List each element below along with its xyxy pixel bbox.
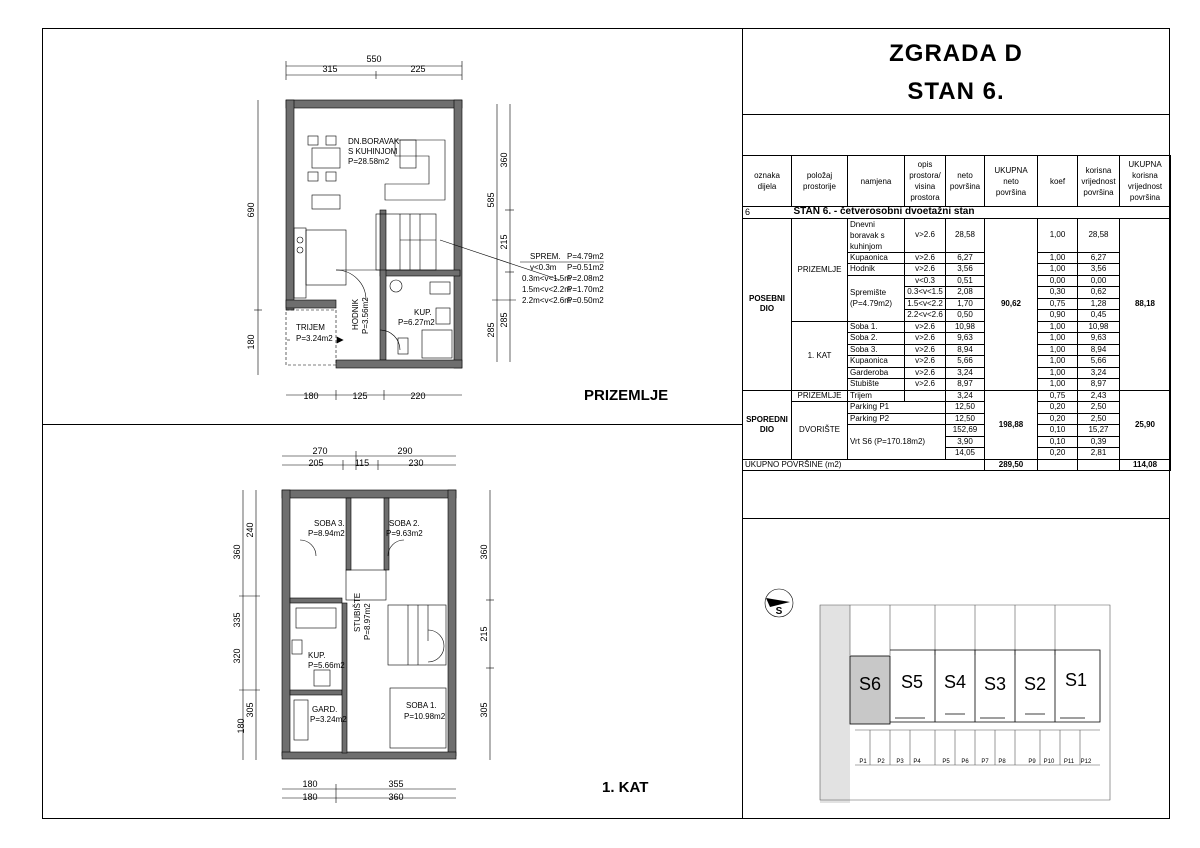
main-total-net: 90,62 [985, 218, 1038, 390]
upper-wardrobe-area: P=3.24m2 [310, 715, 347, 724]
upper-stair-area: P=8.97m2 [363, 603, 372, 640]
storage-h-2: 0.3m<v<1.5m [522, 274, 571, 283]
dim-top-total: 550 [366, 54, 382, 64]
cell-height: v>2.6 [905, 367, 946, 379]
main-part-label: POSEBNI DIO [743, 218, 792, 390]
upper-floor-label: 1. KAT [602, 779, 649, 796]
cell-coef: 1,00 [1038, 252, 1078, 264]
cell-net: 152,69 [946, 425, 985, 437]
room-living-name2: S KUHINJOM [348, 147, 398, 156]
cell-useful: 2,43 [1078, 390, 1120, 402]
cell-net: 3,90 [946, 436, 985, 448]
col-header: neto površina [946, 156, 985, 207]
cell-coef: 1,00 [1038, 321, 1078, 333]
cell-useful: 0,00 [1078, 275, 1120, 287]
grand-total-useful: 114,08 [1120, 459, 1171, 471]
col-header: UKUPNA korisna vrijednost površina [1120, 156, 1171, 207]
unit-label-s3: S3 [983, 674, 1007, 694]
cell-height: 2.2<v<2.6 [905, 310, 946, 322]
parking-label: P6 [961, 759, 969, 765]
col-header: koef [1038, 156, 1078, 207]
side-total-net: 198,88 [985, 390, 1038, 459]
upper-dim-right-3: 305 [479, 702, 489, 718]
unit-label-s6: S6 [858, 674, 882, 694]
cell-height: v>2.6 [905, 379, 946, 391]
cell-useful: 0,39 [1078, 436, 1120, 448]
cell-net: 12,50 [946, 402, 985, 414]
cell-height: 1.5<v<2.2 [905, 298, 946, 310]
unit-description: STAN 6. - četverosobni dvoetažni stan [792, 207, 1171, 219]
north-arrow-icon [765, 589, 793, 617]
cell-coef: 1,00 [1038, 344, 1078, 356]
upper-room-3-area: P=8.94m2 [308, 529, 345, 538]
cell-name: Dnevni boravak s kuhinjom [848, 218, 905, 252]
upper-room-3-name: SOBA 3. [314, 519, 345, 528]
cell-net: 10,98 [946, 321, 985, 333]
cell-height: 0.3<v<1.5 [905, 287, 946, 299]
cell-net: 8,97 [946, 379, 985, 391]
cell-useful: 8,97 [1078, 379, 1120, 391]
upper-dim-bottom-3: 180 [302, 792, 318, 802]
col-header: namjena [848, 156, 905, 207]
upper-dim-left-2: 335 [232, 612, 242, 628]
north-label: S [775, 606, 783, 617]
cell-name: Parking P1 [848, 402, 946, 414]
col-header: oznaka dijela [743, 156, 792, 207]
storage-h-4: 2.2m<v<2.6m [522, 296, 571, 305]
upper-dim-top-5: 230 [408, 458, 424, 468]
upper-dim-bottom-1: 180 [302, 779, 318, 789]
cell-useful: 0,45 [1078, 310, 1120, 322]
cell-net: 8,94 [946, 344, 985, 356]
parking-label: P8 [998, 759, 1006, 765]
storage-p-2: P=2.08m2 [567, 274, 604, 283]
cell-coef: 0,75 [1038, 298, 1078, 310]
cell-coef: 1,00 [1038, 367, 1078, 379]
parking-label: P9 [1028, 759, 1036, 765]
cell-useful: 15,27 [1078, 425, 1120, 437]
parking-label: P11 [1063, 759, 1075, 765]
cell-coef: 0,75 [1038, 390, 1078, 402]
upper-dim-bottom-4: 360 [388, 792, 404, 802]
unit-number: 6 [743, 207, 792, 219]
upper-bath-area: P=5.66m2 [308, 661, 345, 670]
room-bath-area: P=6.27m2 [398, 318, 435, 327]
cell-net: 3,24 [946, 390, 985, 402]
upper-dim-left-5: 180 [236, 718, 246, 734]
parking-label: P12 [1080, 759, 1092, 765]
cell-net: 28,58 [946, 218, 985, 252]
upper-room-1-area: P=10.98m2 [404, 712, 446, 721]
building-title: ZGRADA D [889, 40, 1023, 67]
room-porch-name: TRIJEM [296, 323, 325, 332]
dim-right-outer-1: 585 [486, 192, 496, 208]
upper-dim-top-3: 205 [308, 458, 324, 468]
parking-label: P2 [877, 759, 885, 765]
cell-height: v>2.6 [905, 218, 946, 252]
upper-dim-top-4: 115 [354, 458, 370, 468]
col-header: opis prostora/ visina prostora [905, 156, 946, 207]
cell-coef: 0,30 [1038, 287, 1078, 299]
cell-useful: 9,63 [1078, 333, 1120, 345]
storage-h-3: 1.5m<v<2.2m [522, 285, 571, 294]
s6-plot [820, 605, 850, 803]
ground-label: PRIZEMLJE [792, 218, 848, 321]
cell-net: 12,50 [946, 413, 985, 425]
storage-total: P=4.79m2 [567, 252, 604, 261]
main-total-useful: 88,18 [1120, 218, 1171, 390]
col-header: UKUPNA neto površina [985, 156, 1038, 207]
dim-left-porch: 180 [246, 334, 256, 350]
parking-label: P3 [896, 759, 904, 765]
cell-height: v>2.6 [905, 264, 946, 276]
cell-net: 9,63 [946, 333, 985, 345]
cell-useful: 6,27 [1078, 252, 1120, 264]
storage-h-1: v<0.3m [530, 263, 557, 272]
dim-bottom-2: 125 [352, 391, 368, 401]
upper-dim-left-6: 305 [245, 702, 255, 718]
upper-room-2-name: SOBA 2. [389, 519, 420, 528]
cell-useful: 28,58 [1078, 218, 1120, 252]
cell-height: v>2.6 [905, 356, 946, 368]
cell-coef: 0,10 [1038, 425, 1078, 437]
cell-coef: 0,20 [1038, 448, 1078, 460]
parking-label: P5 [942, 759, 950, 765]
cell-coef: 1,00 [1038, 379, 1078, 391]
cell-name: Kupaonica [848, 356, 905, 368]
upper-room-2-area: P=9.63m2 [386, 529, 423, 538]
cell-coef: 0,00 [1038, 275, 1078, 287]
side-ground-label: PRIZEMLJE [792, 390, 848, 402]
cell-useful: 2,81 [1078, 448, 1120, 460]
upper-dim-top-2: 290 [397, 446, 413, 456]
dim-top-left: 315 [322, 64, 338, 74]
cell-height: v<0.3 [905, 275, 946, 287]
parking-label: P10 [1043, 759, 1055, 765]
unit-title: STAN 6. [907, 78, 1005, 105]
storage-p-4: P=0.50m2 [567, 296, 604, 305]
upper-stair-name: STUBIŠTE [353, 592, 362, 632]
dim-right-inner-2: 215 [499, 234, 509, 250]
cell-net: 6,27 [946, 252, 985, 264]
side-part-label: SPOREDNI DIO [743, 390, 792, 459]
unit-label-s5: S5 [900, 672, 924, 692]
cell-name: Soba 2. [848, 333, 905, 345]
dim-right-outer-2: 285 [486, 322, 496, 338]
cell-useful: 8,94 [1078, 344, 1120, 356]
upper-dim-left-3: 320 [232, 648, 242, 664]
cell-name: Hodnik [848, 264, 905, 276]
parking-label: P4 [913, 759, 921, 765]
yard-label: DVORIŠTE [792, 402, 848, 460]
cell-net: 3,56 [946, 264, 985, 276]
unit-label-s4: S4 [943, 672, 967, 692]
dim-left-main: 690 [246, 202, 256, 218]
upper-bath-name: KUP. [308, 651, 326, 660]
cell-net: 0,50 [946, 310, 985, 322]
cell-coef: 0,20 [1038, 402, 1078, 414]
cell-coef: 1,00 [1038, 333, 1078, 345]
cell-useful: 2,50 [1078, 413, 1120, 425]
cell-name: Soba 3. [848, 344, 905, 356]
col-header: položaj prostorije [792, 156, 848, 207]
cell-coef: 0,20 [1038, 413, 1078, 425]
upper-dim-top-1: 270 [312, 446, 328, 456]
cell-useful: 3,24 [1078, 367, 1120, 379]
unit-label-s1: S1 [1064, 670, 1088, 690]
cell-useful: 3,56 [1078, 264, 1120, 276]
garden-name: Vrt S6 (P=170.18m2) [848, 425, 946, 460]
upper-dim-left-1: 360 [232, 544, 242, 560]
storage-name: Spremište (P=4.79m2) [848, 275, 905, 321]
room-hall-name: HODNIK [351, 298, 360, 330]
cell-height: v>2.6 [905, 321, 946, 333]
cell-name: Trijem [848, 390, 905, 402]
cell-name: Parking P2 [848, 413, 946, 425]
cell-useful: 5,66 [1078, 356, 1120, 368]
cell-height: v>2.6 [905, 252, 946, 264]
col-header: korisna vrijednost površina [1078, 156, 1120, 207]
dim-right-inner-1: 360 [499, 152, 509, 168]
upper-dim-left-4: 240 [245, 522, 255, 538]
cell-net: 3,24 [946, 367, 985, 379]
parking-label: P7 [981, 759, 989, 765]
parking-label: P1 [859, 759, 867, 765]
room-porch-area: P=3.24m2 [296, 334, 333, 343]
cell-coef: 1,00 [1038, 218, 1078, 252]
storage-p-1: P=0.51m2 [567, 263, 604, 272]
upper-dim-bottom-2: 355 [388, 779, 404, 789]
total-label: UKUPNO POVRŠINE (m2) [743, 459, 985, 471]
grand-total-net: 289,50 [985, 459, 1038, 471]
dim-bottom-3: 220 [410, 391, 426, 401]
cell-net: 0,51 [946, 275, 985, 287]
upper-dim-right-1: 360 [479, 544, 489, 560]
cell-coef: 1,00 [1038, 264, 1078, 276]
cell-useful: 1,28 [1078, 298, 1120, 310]
room-living-area: P=28.58m2 [348, 157, 390, 166]
dim-top-right: 225 [410, 64, 426, 74]
unit-label-s2: S2 [1023, 674, 1047, 694]
ground-floor-label: PRIZEMLJE [584, 387, 669, 404]
cell-net: 14,05 [946, 448, 985, 460]
storage-title: SPREM. [530, 252, 561, 261]
cell-useful: 10,98 [1078, 321, 1120, 333]
storage-p-3: P=1.70m2 [567, 285, 604, 294]
dim-right-inner-3: 285 [499, 312, 509, 328]
cell-height: v>2.6 [905, 344, 946, 356]
cell-name: Soba 1. [848, 321, 905, 333]
cell-useful: 2,50 [1078, 402, 1120, 414]
cell-name: Garderoba [848, 367, 905, 379]
upper-label: 1. KAT [792, 321, 848, 390]
cell-net: 5,66 [946, 356, 985, 368]
cell-net: 1,70 [946, 298, 985, 310]
cell-name: Kupaonica [848, 252, 905, 264]
room-bath-name: KUP. [414, 308, 432, 317]
upper-room-1-name: SOBA 1. [406, 701, 437, 710]
room-living-name: DN.BORAVAK [348, 137, 400, 146]
cell-coef: 0,10 [1038, 436, 1078, 448]
dim-bottom-1: 180 [303, 391, 319, 401]
cell-name: Stubište [848, 379, 905, 391]
cell-net: 2,08 [946, 287, 985, 299]
room-hall-area: P=3.56m2 [361, 297, 370, 334]
cell-coef: 1,00 [1038, 356, 1078, 368]
side-total-useful: 25,90 [1120, 390, 1171, 459]
cell-height: v>2.6 [905, 333, 946, 345]
cell-coef: 0,90 [1038, 310, 1078, 322]
upper-wardrobe-name: GARD. [312, 705, 338, 714]
upper-dim-right-2: 215 [479, 626, 489, 642]
cell-useful: 0,62 [1078, 287, 1120, 299]
